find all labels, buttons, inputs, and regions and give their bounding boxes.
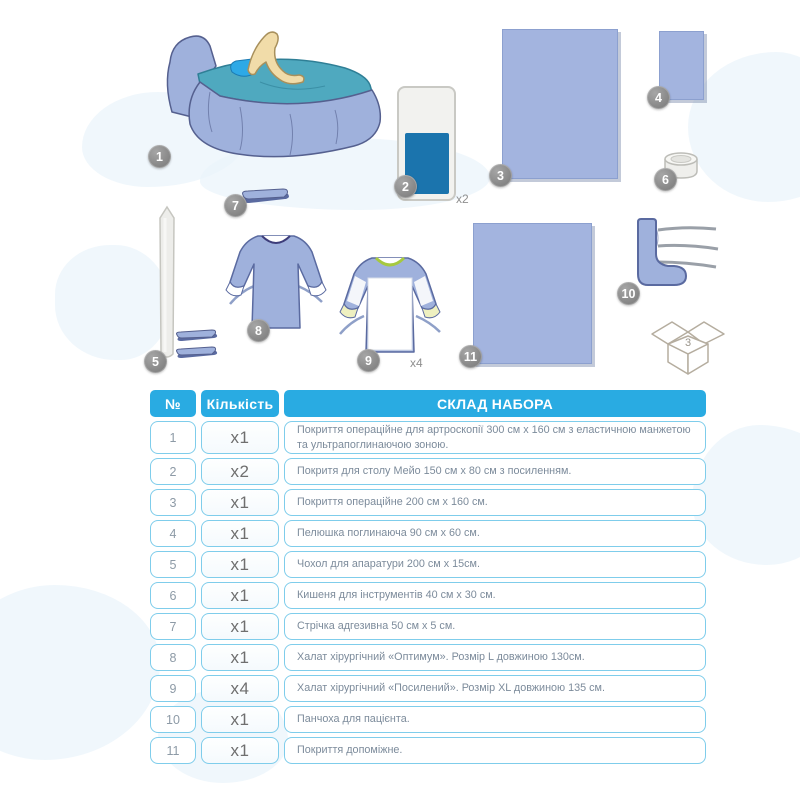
row-description-cell: Покриття операційне для артроскопії 300 см х 160 см з еластичною манжетою та ультрапоглинаючою зоною.	[284, 421, 706, 454]
item9-multiplier-label: x4	[410, 356, 423, 370]
row-description-cell: Кишеня для інструментів 40 см х 30 см.	[284, 582, 706, 609]
row-quantity-cell: x1	[201, 421, 279, 454]
table-row	[150, 675, 706, 702]
row-description-cell: Покриття допоміжне.	[284, 737, 706, 764]
item-marker-6: 6	[654, 168, 677, 191]
item2-multiplier-label: x2	[456, 192, 469, 206]
header-number: №	[150, 390, 196, 417]
row-number-cell: 8	[150, 644, 196, 671]
item-marker-7: 7	[224, 194, 247, 217]
row-quantity-cell: x2	[201, 458, 279, 485]
row-quantity-cell: x1	[201, 644, 279, 671]
row-description-cell: Стрічка адгезивна 50 см х 5 см.	[284, 613, 706, 640]
row-number-cell: 1	[150, 421, 196, 454]
item-marker-1: 1	[148, 145, 171, 168]
equipment-cover-illustration	[148, 204, 220, 368]
background-blob	[688, 52, 800, 202]
row-description-cell: Чохол для апаратури 200 см х 15см.	[284, 551, 706, 578]
row-quantity-cell: x1	[201, 520, 279, 547]
item-marker-9: 9	[357, 349, 380, 372]
item-marker-2: 2	[394, 175, 417, 198]
kit-composition-table	[150, 390, 706, 764]
table-row	[150, 582, 706, 609]
table-row	[150, 706, 706, 733]
row-description-cell: Халат хірургічний «Посилений». Розмір XL довжиною 135 см.	[284, 675, 706, 702]
item-marker-5: 5	[144, 350, 167, 373]
row-quantity-cell: x1	[201, 551, 279, 578]
row-number-cell: 7	[150, 613, 196, 640]
row-quantity-cell: x1	[201, 582, 279, 609]
table-row	[150, 520, 706, 547]
row-description-cell: Халат хірургічний «Оптимум». Розмір L довжиною 130см.	[284, 644, 706, 671]
table-row	[150, 613, 706, 640]
background-blob	[692, 425, 800, 565]
row-number-cell: 6	[150, 582, 196, 609]
packaging-box-icon	[644, 312, 732, 380]
row-quantity-cell: x1	[201, 613, 279, 640]
row-quantity-cell: x1	[201, 737, 279, 764]
table-header-row	[150, 390, 706, 417]
item-marker-8: 8	[247, 319, 270, 342]
row-quantity-cell: x1	[201, 489, 279, 516]
row-number-cell: 10	[150, 706, 196, 733]
table-row	[150, 489, 706, 516]
item-marker-11: 11	[459, 345, 482, 368]
row-quantity-cell: x1	[201, 706, 279, 733]
table-row	[150, 644, 706, 671]
box-count-label: 3	[684, 337, 692, 349]
item-marker-4: 4	[647, 86, 670, 109]
item-marker-3: 3	[489, 164, 512, 187]
row-number-cell: 2	[150, 458, 196, 485]
row-description-cell: Пелюшка поглинаюча 90 см х 60 см.	[284, 520, 706, 547]
surgical-drape-200x160-illustration	[502, 29, 618, 179]
row-number-cell: 3	[150, 489, 196, 516]
adhesive-strip-illustration	[240, 186, 292, 206]
gown-reinforced-illustration	[334, 246, 446, 364]
row-description-cell: Покриття операційне 200 см х 160 см.	[284, 489, 706, 516]
table-row	[150, 737, 706, 764]
gown-optimum-illustration	[220, 226, 332, 338]
auxiliary-drape-illustration	[473, 223, 592, 364]
table-row	[150, 551, 706, 578]
row-description-cell: Панчоха для пацієнта.	[284, 706, 706, 733]
header-composition: СКЛАД НАБОРА	[284, 390, 706, 417]
row-number-cell: 9	[150, 675, 196, 702]
table-row	[150, 458, 706, 485]
row-number-cell: 5	[150, 551, 196, 578]
row-quantity-cell: x4	[201, 675, 279, 702]
row-number-cell: 11	[150, 737, 196, 764]
background-blob	[0, 585, 160, 760]
header-quantity: Кількість	[201, 390, 279, 417]
row-number-cell: 4	[150, 520, 196, 547]
arthroscopy-drape-table-illustration	[140, 22, 396, 170]
table-row	[150, 421, 706, 454]
item-marker-10: 10	[617, 282, 640, 305]
row-description-cell: Покритя для столу Мейо 150 см х 80 см з посиленням.	[284, 458, 706, 485]
